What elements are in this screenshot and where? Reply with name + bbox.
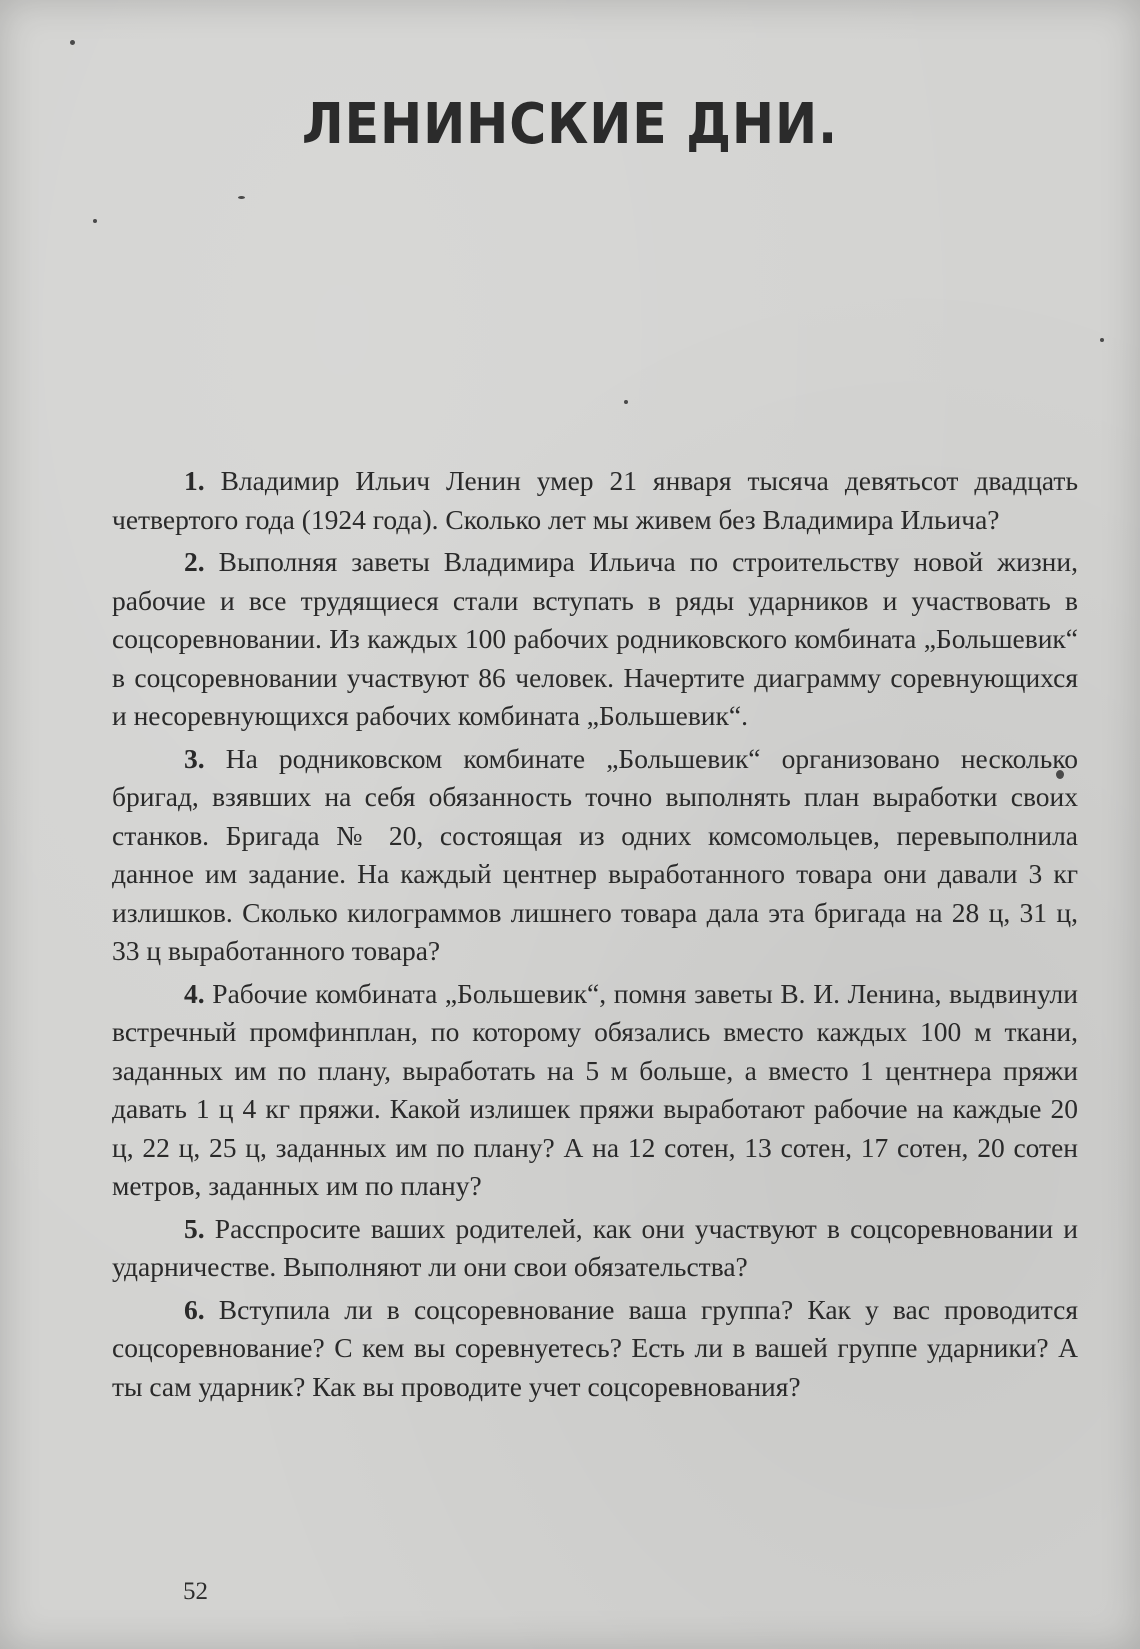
- problem-3: [112, 740, 1078, 971]
- problem-text: Расспросите ваших родителей, как они участвуют в соцсоревновании и ударничестве. Выполняют ли они свои обязательства?: [112, 1212, 1078, 1282]
- problem-number: 1.: [184, 465, 205, 496]
- problem-2: [112, 543, 1078, 736]
- ink-speck: [238, 196, 245, 199]
- page-number: 52: [183, 1578, 208, 1605]
- ink-speck: [93, 219, 97, 223]
- problem-number: 2.: [184, 546, 205, 577]
- problem-number: 5.: [184, 1212, 205, 1244]
- problem-number: 6.: [184, 1293, 205, 1325]
- problem-text: Владимир Ильич Ленин умер 21 января тысяча девятьсот двадцать четвертого года (1924 года). Сколько лет мы живем без Владимира Ильича?: [112, 465, 1078, 535]
- problem-1: [112, 462, 1078, 539]
- ink-speck: [70, 40, 75, 45]
- problem-list: [112, 462, 1078, 1410]
- problem-6: [112, 1291, 1078, 1407]
- problem-4: [112, 975, 1078, 1206]
- problem-number: 4.: [184, 977, 205, 1009]
- ink-speck: [624, 400, 628, 404]
- page-title: ЛЕНИНСКИЕ ДНИ.: [301, 92, 839, 157]
- problem-5: [112, 1210, 1078, 1287]
- problem-text: На родниковском комбинате „Большевик“ организовано несколько бригад, взявших на себя обязанность точно выполнять план выработки своих станков. Бригада № 20, состоящая из одних комсомольцев, перевыполнила данное им задание. На каждый центнер выработанного товара они давали 3 кг излишков. Сколько килограммов лишнего товара дала эта бригада на 28 ц, 31 ц, 33 ц выработанного товара?: [112, 742, 1078, 966]
- problem-number: 3.: [184, 742, 205, 774]
- problem-text: Рабочие комбината „Большевик“, помня заветы В. И. Ленина, выдвинули встречный промфинплан, по которому обязались вместо каждых 100 м ткани, заданных им по плану, выработать на 5 м больше, а вместо 1 центнера пряжи давать 1 ц 4 кг пряжи. Какой излишек пряжи выработают рабочие на каждые 20 ц, 22 ц, 25 ц, заданных им по плану? А на 12 сотен, 13 сотен, 17 сотен, 20 сотен метров, заданных им по плану?: [112, 977, 1078, 1201]
- ink-speck: [1100, 338, 1104, 342]
- problem-text: Вступила ли в соцсоревнование ваша группа? Как у вас проводится соцсоревнование? С кем вы соревнуетесь? Есть ли в вашей группе ударники? А ты сам ударник? Как вы проводите учет соцсоревнования?: [112, 1293, 1078, 1402]
- problem-text: Выполняя заветы Владимира Ильича по строительству новой жизни, рабочие и все трудящиеся стали вступать в ряды ударников и участвовать в соцсоревновании. Из каждых 100 рабочих родниковского комбината „Большевик“ в соцсоревновании участвуют 86 человек. Начертите диаграмму соревнующихся и несоревнующихся рабочих комбината „Большевик“.: [112, 546, 1078, 731]
